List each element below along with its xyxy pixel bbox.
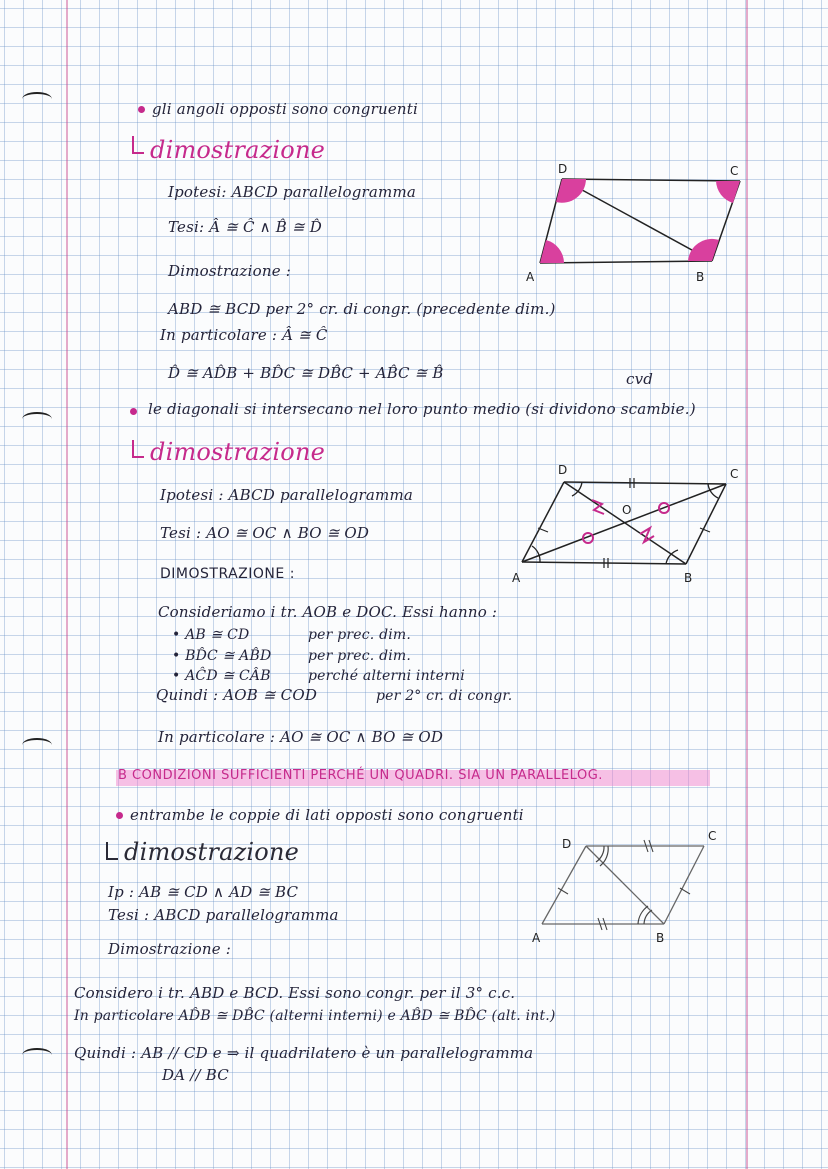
section3-line4: DA // BC [162,1066,229,1084]
section2-item3-eq: • AĈD ≅ CÂB [172,668,271,684]
bullet-dot [116,812,123,819]
section2-item2-eq: • BD̂C ≅ AB̂D [172,648,272,664]
section1-demonstration-label: Dimostrazione : [168,262,292,280]
section2-demonstration-label: DIMOSTRAZIONE : [160,566,295,582]
vertex-label-A: A [532,931,541,945]
binder-hole-mark [22,1048,52,1062]
section2-item3-reason: perché alterni interni [308,668,465,684]
title-bracket [132,440,144,458]
vertex-label-D: D [558,162,568,176]
section2-parallelogram-figure [512,463,744,590]
section2-thesis: Tesi : AO ≅ OC ∧ BO ≅ OD [160,524,370,542]
section2-quindi-reason: per 2° cr. di congr. [376,688,513,704]
section2-statement: le diagonali si intersecano nel loro punto medio (si dividono scambie.) [148,400,696,418]
section2-item1-reason: per prec. dim. [308,627,412,643]
title-bracket [132,136,144,154]
left-margin-line [66,0,68,1169]
section1-title: dimostrazione [150,136,326,164]
section3-thesis: Tesi : ABCD parallelogramma [108,906,339,924]
vertex-label-B: B [696,270,705,284]
section2-intro: Consideriamo i tr. AOB e DOC. Essi hanno : [158,603,498,621]
center-label-O: O [622,503,632,517]
section1-statement: gli angoli opposti sono congruenti [152,100,418,118]
section1-line2: In particolare : Â ≅ Ĉ [160,326,328,344]
vertex-label-B: B [656,931,665,945]
section2-hypothesis: Ipotesi : ABCD parallelogramma [160,486,414,504]
binder-hole-mark [22,738,52,752]
section2-item2-reason: per prec. dim. [308,648,412,664]
vertex-label-C: C [730,164,739,178]
vertex-label-C: C [730,467,739,481]
section1-parallelogram-figure [520,162,750,290]
title-bracket [106,842,118,860]
section2-item1-eq: • AB ≅ CD [172,627,250,643]
vertex-label-C: C [708,829,717,843]
section1-hypothesis: Ipotesi: ABCD parallelogramma [168,183,417,201]
section3-parallelogram-figure [530,830,730,945]
binder-hole-mark [22,92,52,106]
vertex-label-A: A [512,571,521,585]
vertex-label-A: A [526,270,535,284]
section3-demonstration-label: Dimostrazione : [108,940,232,958]
vertex-label-D: D [558,463,568,477]
section1-line3: D̂ ≅ AD̂B + BD̂C ≅ DB̂C + AB̂C ≅ B̂ [168,364,444,382]
section1-thesis: Tesi: Â ≅ Ĉ ∧ B̂ ≅ D̂ [168,218,322,236]
bullet-dot [138,106,145,113]
bullet-dot [130,408,137,415]
binder-hole-mark [22,412,52,426]
section3-statement: entrambe le coppie di lati opposti sono congruenti [130,806,524,824]
section2-in-particolare: In particolare : AO ≅ OC ∧ BO ≅ OD [158,728,444,746]
section-heading-sufficient-conditions: B CONDIZIONI SUFFICIENTI PERCHÉ UN QUADRI. SIA UN PARALLELOG. [118,768,603,783]
section3-line1: Considero i tr. ABD e BCD. Essi sono congr. per il 3° c.c. [74,984,516,1002]
section3-hypothesis: Ip : AB ≅ CD ∧ AD ≅ BC [108,883,299,901]
section3-line2: In particolare AD̂B ≅ DB̂C (alterni interni) e AB̂D ≅ BD̂C (alt. int.) [74,1008,556,1024]
section3-title: dimostrazione [124,838,300,866]
section1-line1: ABD ≅ BCD per 2° cr. di congr. (precedente dim.) [168,300,556,318]
vertex-label-D: D [562,837,572,851]
section2-title: dimostrazione [150,438,326,466]
section1-cvd: cvd [626,370,654,388]
vertex-label-B: B [684,571,693,585]
section3-line3: Quindi : AB // CD e ⇒ il quadrilatero è un parallelogramma [74,1044,534,1062]
section2-quindi: Quindi : AOB ≅ COD [156,686,318,704]
